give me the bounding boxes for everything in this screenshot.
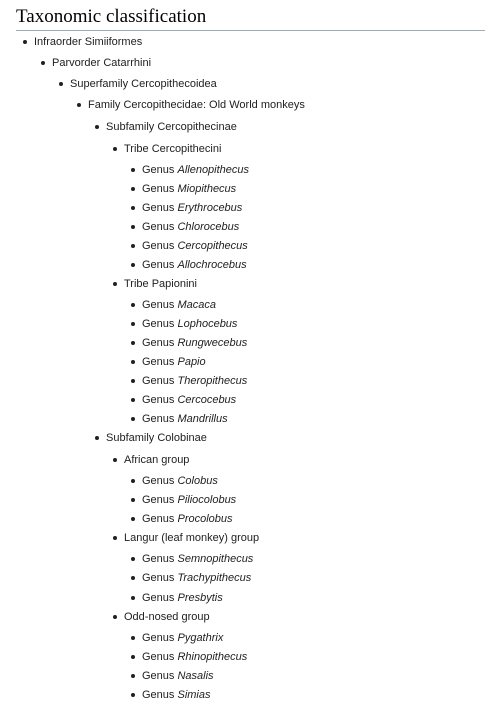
list-bullet [23, 40, 27, 44]
genus-name: Lophocebus [177, 318, 238, 330]
taxon-item [142, 317, 237, 331]
taxon-rank: Genus [142, 318, 175, 330]
list-bullet [113, 147, 117, 151]
list-bullet [131, 360, 135, 364]
list-bullet [131, 596, 135, 600]
list-bullet [131, 636, 135, 640]
taxon-item [142, 220, 239, 234]
list-bullet [131, 498, 135, 502]
taxon-item [70, 77, 217, 91]
taxon-rank: Tribe [124, 143, 149, 155]
taxon-item [142, 512, 233, 526]
taxon-rank: Subfamily [106, 121, 155, 133]
list-bullet [131, 206, 135, 210]
list-bullet [131, 168, 135, 172]
list-bullet [131, 674, 135, 678]
taxon-name: Odd-nosed group [124, 611, 210, 623]
list-bullet [113, 282, 117, 286]
taxon-rank: Genus [142, 651, 175, 663]
taxon-rank: Genus [142, 689, 175, 701]
list-bullet [131, 479, 135, 483]
list-bullet [131, 557, 135, 561]
taxon-rank: Genus [142, 337, 175, 349]
taxon-item [142, 298, 216, 312]
taxon-item [142, 355, 206, 369]
list-bullet [113, 536, 117, 540]
taxon-item [88, 98, 305, 112]
taxon-rank: Genus [142, 413, 175, 425]
taxon-rank: Genus [142, 164, 175, 176]
taxon-rank: Genus [142, 356, 175, 368]
list-bullet [131, 398, 135, 402]
taxon-name: African group [124, 454, 190, 466]
taxon-item [142, 163, 249, 177]
taxon-item [142, 493, 236, 507]
list-bullet [131, 655, 135, 659]
taxon-name: Simiiformes [84, 36, 143, 48]
section-heading: Taxonomic classification [16, 6, 485, 31]
taxon-item [142, 688, 211, 702]
genus-name: Allochrocebus [177, 259, 247, 271]
list-bullet [95, 436, 99, 440]
taxon-name: Catarrhini [103, 57, 152, 69]
taxon-rank: Genus [142, 592, 175, 604]
taxon-rank: Genus [142, 221, 175, 233]
taxon-item [142, 258, 247, 272]
taxon-name: Colobinae [157, 432, 207, 444]
taxon-rank: Genus [142, 183, 175, 195]
list-bullet [131, 341, 135, 345]
taxon-item [124, 531, 259, 545]
taxon-rank: Genus [142, 375, 175, 387]
taxon-rank: Genus [142, 240, 175, 252]
list-bullet [41, 61, 45, 65]
taxon-item [106, 431, 207, 445]
taxon-item [142, 201, 242, 215]
genus-name: Macaca [177, 299, 217, 311]
taxon-item [142, 631, 223, 645]
taxon-item [52, 56, 151, 70]
genus-name: Chlorocebus [177, 221, 240, 233]
taxon-item [142, 239, 248, 253]
list-bullet [131, 187, 135, 191]
list-bullet [95, 125, 99, 129]
taxon-name: Cercopithecidae: Old World monkeys [123, 99, 305, 111]
taxon-name: Papionini [151, 278, 197, 290]
taxon-rank: Genus [142, 259, 175, 271]
taxon-rank: Genus [142, 394, 175, 406]
list-bullet [59, 82, 63, 86]
list-bullet [113, 615, 117, 619]
taxon-item [142, 591, 223, 605]
genus-name: Papio [177, 356, 206, 368]
taxon-rank: Genus [142, 475, 175, 487]
list-bullet [131, 693, 135, 697]
genus-name: Presbytis [177, 592, 223, 604]
taxon-rank: Superfamily [70, 78, 129, 90]
list-bullet [131, 576, 135, 580]
genus-name: Nasalis [177, 670, 214, 682]
taxon-item [142, 393, 236, 407]
genus-name: Mandrillus [177, 413, 228, 425]
genus-name: Theropithecus [177, 375, 248, 387]
taxon-rank: Infraorder [34, 36, 82, 48]
genus-name: Rungwecebus [177, 337, 248, 349]
genus-name: Semnopithecus [177, 553, 254, 565]
list-bullet [77, 103, 81, 107]
genus-name: Piliocolobus [177, 494, 237, 506]
taxon-rank: Genus [142, 202, 175, 214]
taxon-rank: Family [88, 99, 121, 111]
taxon-item [124, 142, 221, 156]
taxon-item [124, 277, 197, 291]
taxon-rank: Genus [142, 513, 175, 525]
genus-name: Miopithecus [177, 183, 237, 195]
list-bullet [131, 322, 135, 326]
list-bullet [131, 379, 135, 383]
list-bullet [131, 517, 135, 521]
list-bullet [113, 458, 117, 462]
taxon-item [142, 669, 214, 683]
taxon-item [142, 571, 251, 585]
taxon-item [142, 650, 247, 664]
taxon-item [142, 552, 253, 566]
taxon-rank: Genus [142, 670, 175, 682]
taxon-rank: Tribe [124, 278, 149, 290]
genus-name: Simias [177, 689, 211, 701]
list-bullet [131, 303, 135, 307]
taxon-rank: Genus [142, 632, 175, 644]
list-bullet [131, 225, 135, 229]
taxon-rank: Genus [142, 572, 175, 584]
taxon-name: Langur (leaf monkey) group [124, 532, 260, 544]
taxon-name: Cercopithecoidea [131, 78, 217, 90]
taxon-rank: Genus [142, 553, 175, 565]
taxon-item [124, 453, 189, 467]
genus-name: Cercopithecus [177, 240, 248, 252]
genus-name: Trachypithecus [177, 572, 252, 584]
taxon-rank: Subfamily [106, 432, 155, 444]
taxon-item [124, 610, 210, 624]
taxon-item [142, 412, 228, 426]
taxon-rank: Parvorder [52, 57, 101, 69]
taxon-name: Cercopithecinae [157, 121, 237, 133]
taxon-item [142, 374, 247, 388]
genus-name: Colobus [177, 475, 218, 487]
taxon-item [142, 336, 247, 350]
taxon-name: Cercopithecini [151, 143, 222, 155]
taxon-item [142, 182, 236, 196]
taxon-rank: Genus [142, 494, 175, 506]
genus-name: Pygathrix [177, 632, 224, 644]
taxon-item [106, 120, 237, 134]
taxon-item [142, 474, 218, 488]
genus-name: Erythrocebus [177, 202, 243, 214]
list-bullet [131, 263, 135, 267]
taxon-rank: Genus [142, 299, 175, 311]
list-bullet [131, 244, 135, 248]
genus-name: Cercocebus [177, 394, 237, 406]
genus-name: Rhinopithecus [177, 651, 248, 663]
genus-name: Procolobus [177, 513, 233, 525]
taxon-item [34, 35, 142, 49]
list-bullet [131, 417, 135, 421]
genus-name: Allenopithecus [177, 164, 250, 176]
